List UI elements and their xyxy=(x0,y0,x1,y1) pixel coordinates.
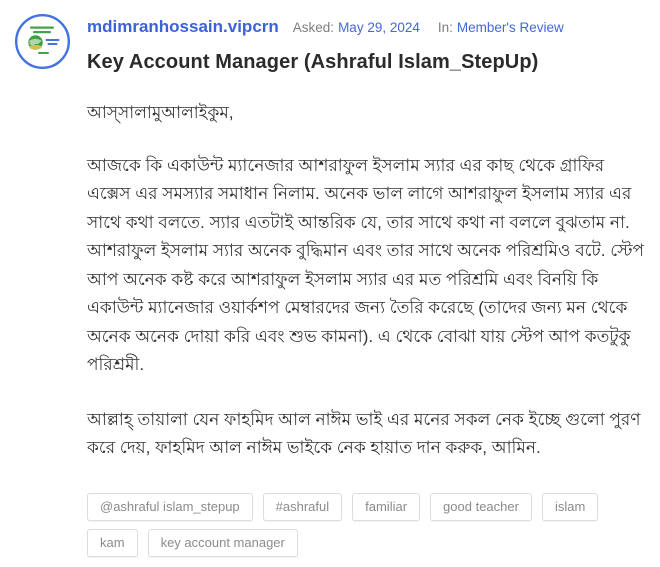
post-meta-row xyxy=(87,17,646,37)
asked-date-link[interactable]: May 29, 2024 xyxy=(338,20,420,35)
tag-kam[interactable]: kam xyxy=(87,529,138,557)
post-body xyxy=(87,99,649,463)
post-header xyxy=(14,10,646,75)
user-logo-icon xyxy=(14,13,71,70)
asked-label: Asked: xyxy=(292,20,335,35)
category-link[interactable]: Member's Review xyxy=(456,20,564,35)
post-header-main xyxy=(87,10,646,75)
tag-key-account-manager[interactable]: key account manager xyxy=(148,529,298,557)
tag-list xyxy=(87,493,649,557)
post-title: Key Account Manager (Ashraful Islam_StepUp) xyxy=(87,51,539,73)
tag-familiar[interactable]: familiar xyxy=(352,493,420,521)
avatar[interactable] xyxy=(14,13,71,70)
paragraph-review: আজকে কি একাউন্ট ম্যানেজার আশরাফুল ইসলাম স্যার এর কাছ থেকে গ্রাফির এক্সেস এর সমস্যার সমাধান নিলাম. অনেক ভাল লাগে আশরাফুল ইসলাম স্যার এর সাথে কথা বলতে. স্যার এতটাই আন্তরিক যে, তার সাথে কথা না বললে বুঝতাম না. আশরাফুল ইসলাম স্যার অনেক বুদ্ধিমান এবং তার সাথে অনেক পরিশ্রমিও বটে. স্টেপ আপ অনেক কষ্ট করে আশরাফুল ইসলাম স্যার এর মত পরিশ্রমি এবং বিনয়ি কি একাউন্ট ম্যানেজার ওয়ার্কশপ মেম্বারদের জন্য তৈরি করেছে (তাদের জন্য মন থেকে অনেক অনেক দোয়া করি এবং শুভ কামনা). এ থেকে বোঝা যায় স্টেপ আপ কতটুকু পরিশ্রমী. xyxy=(87,155,645,375)
in-label: In: xyxy=(437,20,453,35)
tag-islam[interactable]: islam xyxy=(542,493,598,521)
paragraph-prayer: আল্লাহ্‌ তায়ালা যেন ফাহমিদ আল নাঈম ভাই এর মনের সকল নেক ইচ্ছে গুলো পুরণ করে দেয়, ফাহমিদ আল নাঈম ভাইকে নেক হায়াত দান করুক, আমিন. xyxy=(87,409,641,458)
tag-hash-ashraful[interactable]: #ashraful xyxy=(263,493,342,521)
tag-good-teacher[interactable]: good teacher xyxy=(430,493,532,521)
paragraph-greeting: আস্‌সালামুআলাইকুম, xyxy=(87,103,234,122)
tag-ashraful-islam-stepup[interactable]: @ashraful islam_stepup xyxy=(87,493,253,521)
author-link[interactable]: mdimranhossain.vipcrn xyxy=(87,17,279,36)
